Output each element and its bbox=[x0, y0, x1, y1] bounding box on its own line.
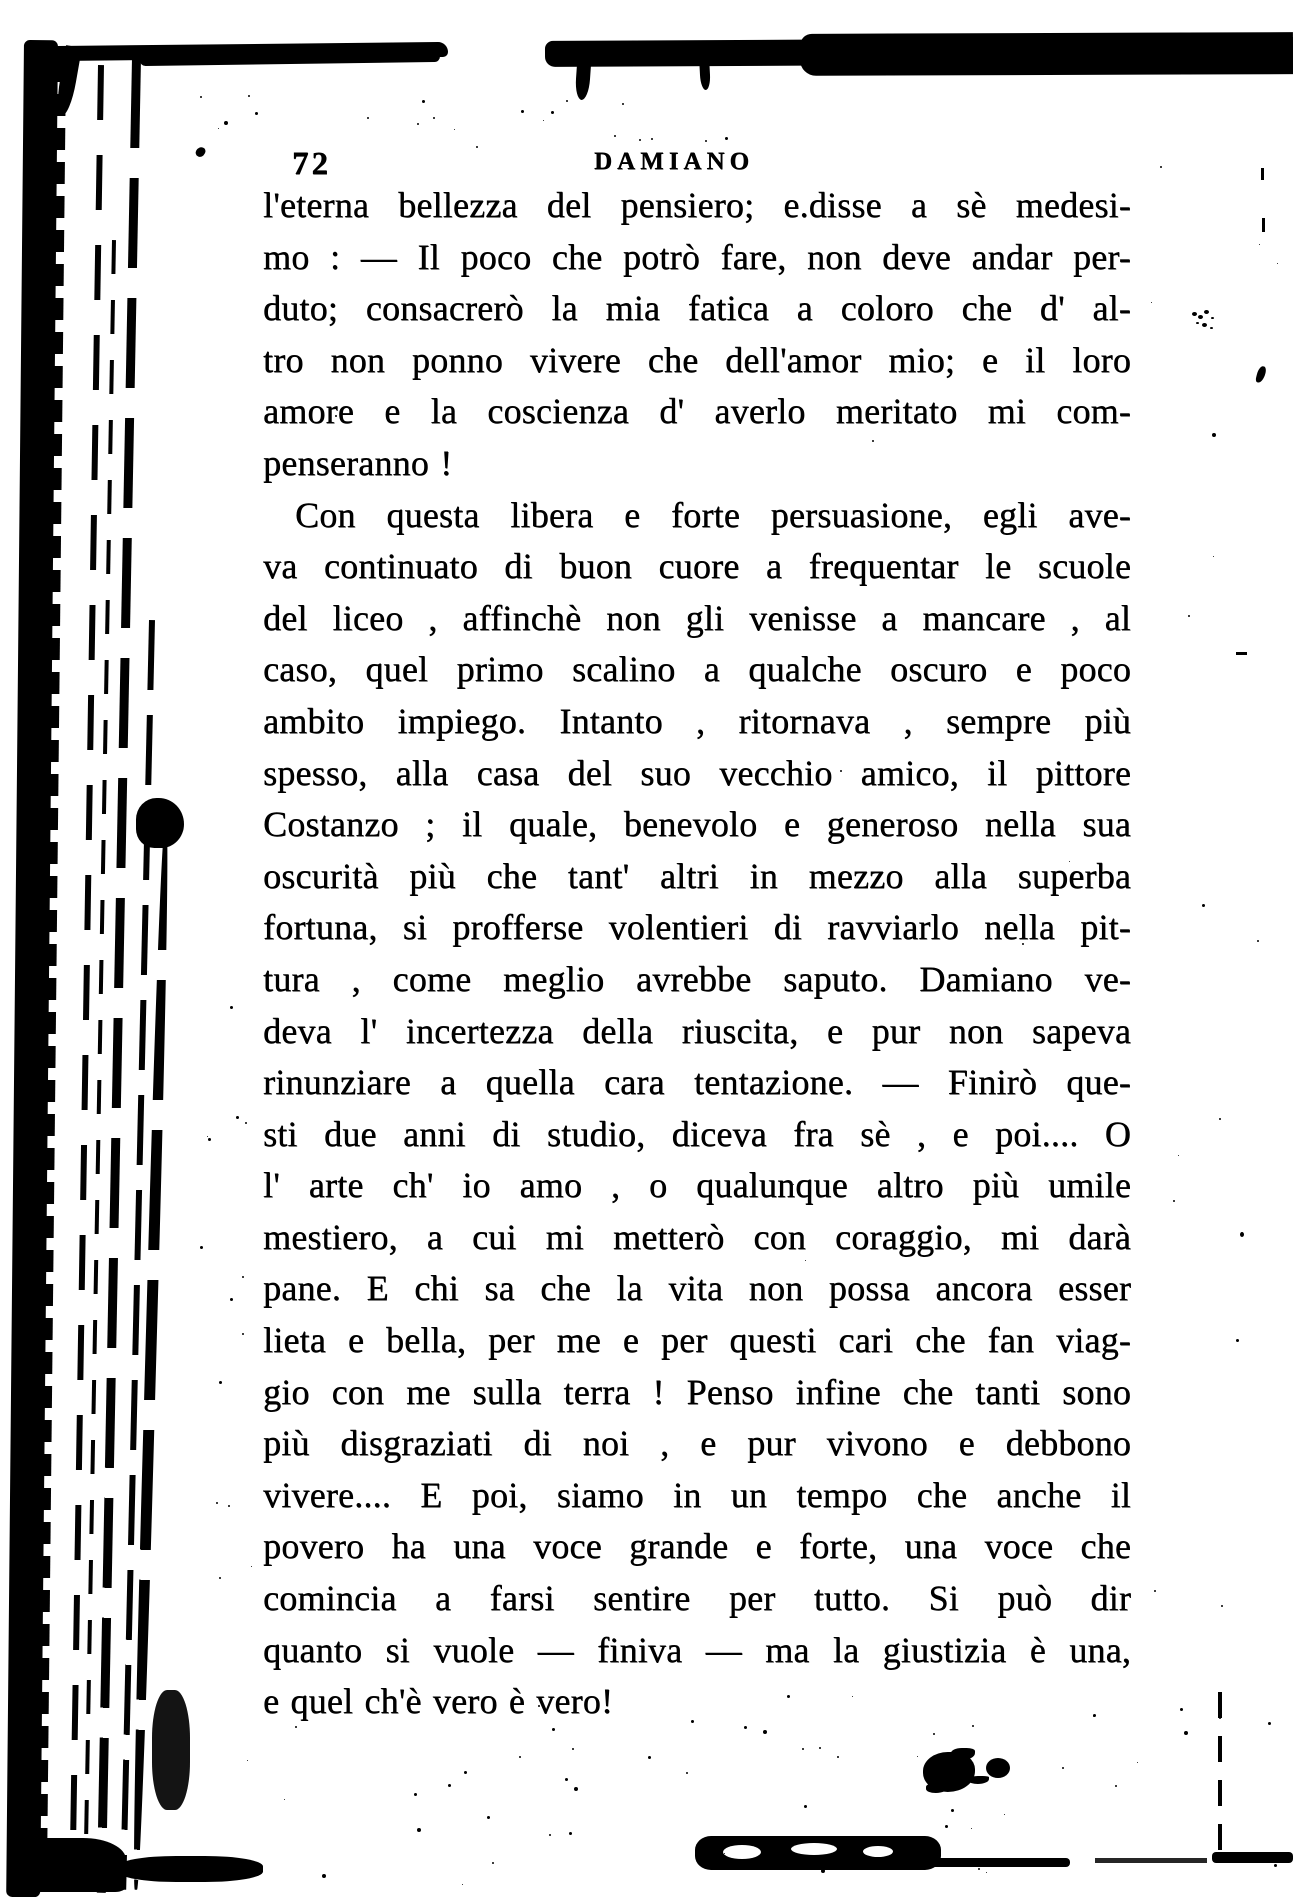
noise-speck bbox=[551, 111, 554, 114]
noise-speck bbox=[1274, 1864, 1277, 1867]
text-line: vivere.... E poi, siamo in un tempo che anche il bbox=[263, 1474, 1131, 1515]
noise-speck bbox=[422, 100, 425, 103]
noise-speck bbox=[207, 1136, 208, 1137]
noise-speck bbox=[433, 117, 435, 119]
scan-artifact-bottom-left-corner bbox=[18, 1838, 126, 1892]
noise-speck bbox=[622, 103, 624, 105]
text-line: l'eterna bellezza del pensiero; e.disse a sè medesi- bbox=[263, 185, 1131, 225]
noise-speck bbox=[574, 1787, 578, 1791]
text-line: del liceo , affinchè non gli venisse a mancare , al bbox=[263, 597, 1131, 638]
noise-speck bbox=[200, 1246, 203, 1249]
text-line: più disgraziati di noi , e pur vivono e debbono bbox=[263, 1423, 1131, 1464]
text-line: mestiero, a cui mi metterò con coraggio, mi darà bbox=[263, 1216, 1131, 1257]
noise-speck bbox=[1178, 1155, 1179, 1156]
noise-speck bbox=[1221, 1605, 1223, 1607]
scan-artifact-bottom-smear bbox=[695, 1836, 941, 1870]
noise-speck bbox=[454, 129, 455, 130]
scan-artifact-margin-speck bbox=[1240, 1232, 1244, 1237]
noise-speck bbox=[367, 117, 369, 119]
running-header: DAMIANO bbox=[594, 148, 754, 175]
noise-speck bbox=[519, 1756, 521, 1758]
noise-speck bbox=[821, 1869, 825, 1873]
noise-speck bbox=[236, 1116, 239, 1119]
text-line: penseranno ! bbox=[263, 442, 453, 483]
scan-artifact-margin-tick bbox=[1262, 218, 1265, 232]
noise-speck bbox=[245, 1122, 247, 1124]
text-line: l' arte ch' io amo , o qualunque altro più umile bbox=[263, 1165, 1131, 1206]
noise-speck bbox=[417, 123, 419, 125]
noise-speck bbox=[873, 1865, 875, 1867]
noise-speck bbox=[208, 1138, 211, 1141]
page-number: 72 bbox=[292, 146, 331, 182]
noise-speck bbox=[1213, 556, 1214, 557]
noise-speck bbox=[543, 120, 544, 121]
text-line: rinunziare a quella cara tentazione. — Finirò que- bbox=[263, 1062, 1131, 1103]
scan-artifact-margin-speck bbox=[224, 121, 228, 125]
noise-speck bbox=[917, 1756, 918, 1757]
text-line: sti due anni di studio, diceva fra sè , e poi.... O bbox=[263, 1113, 1131, 1154]
noise-speck bbox=[228, 1505, 230, 1507]
noise-speck bbox=[1188, 615, 1190, 617]
noise-speck bbox=[1236, 1339, 1239, 1342]
noise-speck bbox=[951, 1809, 954, 1812]
scan-artifact-ink-blob bbox=[923, 1752, 975, 1792]
text-line: fortuna, si profferse volentieri di ravviarlo nella pit- bbox=[263, 907, 1131, 948]
noise-speck bbox=[448, 1784, 451, 1787]
text-line: ambito impiego. Intanto , ritornava , sempre più bbox=[263, 700, 1131, 741]
noise-speck bbox=[1004, 1814, 1005, 1815]
noise-speck bbox=[701, 1856, 704, 1859]
noise-speck bbox=[572, 1748, 574, 1750]
noise-speck bbox=[462, 1884, 463, 1885]
scan-artifact-smear-highlight bbox=[863, 1846, 893, 1857]
noise-speck bbox=[1180, 1708, 1183, 1711]
noise-speck bbox=[705, 140, 707, 142]
noise-speck bbox=[1184, 1731, 1188, 1735]
text-line: comincia a farsi sentire per tutto. Si può dir bbox=[263, 1578, 1131, 1619]
noise-speck bbox=[763, 1730, 767, 1734]
noise-speck bbox=[962, 1751, 963, 1752]
scan-artifact-ink-blob bbox=[986, 1758, 1010, 1778]
noise-speck bbox=[552, 1728, 555, 1731]
noise-speck bbox=[978, 1868, 980, 1870]
noise-speck bbox=[802, 1748, 804, 1750]
text-line: tura , come meglio avrebbe saputo. Damiano ve- bbox=[263, 958, 1131, 999]
noise-speck bbox=[230, 1298, 233, 1301]
noise-speck bbox=[819, 1747, 821, 1749]
text-line: oscurità più che tant' altri in mezzo alla superba bbox=[263, 855, 1131, 896]
noise-speck bbox=[725, 137, 728, 140]
scan-artifact-bottom-right-smear bbox=[1095, 1858, 1207, 1863]
text-line: caso, quel primo scalino a qualche oscuro e poco bbox=[263, 649, 1131, 690]
noise-speck bbox=[1219, 1118, 1221, 1120]
noise-speck bbox=[569, 1832, 572, 1835]
text-line: e quel ch'è vero è vero! bbox=[263, 1681, 614, 1722]
noise-speck bbox=[686, 1772, 688, 1774]
scan-artifact-margin-speck bbox=[1255, 365, 1267, 383]
noise-speck bbox=[1277, 263, 1278, 264]
scan-artifact-binding-blob bbox=[136, 798, 184, 848]
scan-artifact-top-band-right-thick bbox=[800, 32, 1293, 76]
text-line: duto; consacrerò la mia fatica a coloro che d' al- bbox=[263, 288, 1131, 329]
noise-speck bbox=[219, 1381, 222, 1384]
noise-speck bbox=[971, 1828, 972, 1829]
noise-speck bbox=[521, 110, 524, 113]
noise-speck bbox=[549, 1834, 551, 1836]
noise-speck bbox=[782, 1854, 786, 1858]
scan-artifact-margin-tick bbox=[1261, 168, 1264, 180]
noise-speck bbox=[960, 1751, 962, 1753]
noise-speck bbox=[890, 1863, 892, 1865]
text-line: lieta e bella, per me e per questi cari che fan viag- bbox=[263, 1320, 1131, 1361]
text-line: pane. E chi sa che la vita non possa ancora esser bbox=[263, 1268, 1131, 1309]
noise-speck bbox=[702, 1854, 704, 1856]
noise-speck bbox=[1268, 1722, 1271, 1725]
scan-artifact-smear-highlight bbox=[791, 1843, 837, 1855]
scan-artifact-bottom-left-corner bbox=[118, 1856, 263, 1882]
noise-speck bbox=[886, 1859, 888, 1861]
scan-artifact-bottom-right-smear bbox=[1212, 1852, 1293, 1863]
scan-artifact-binding-streak bbox=[97, 58, 141, 1893]
scan-artifact-margin-speck bbox=[1236, 652, 1247, 655]
noise-speck bbox=[566, 100, 568, 102]
noise-speck bbox=[1257, 940, 1259, 942]
scan-artifact-smear-highlight bbox=[723, 1845, 761, 1859]
noise-speck bbox=[933, 1733, 935, 1735]
noise-speck bbox=[1154, 1590, 1156, 1592]
text-line: povero ha una voce grande e forte, una voce che bbox=[263, 1526, 1131, 1567]
noise-speck bbox=[945, 1825, 948, 1828]
scan-artifact-margin-speck bbox=[1212, 433, 1216, 437]
noise-speck bbox=[1173, 1200, 1175, 1202]
text-line: spesso, alla casa del suo vecchio amico, il pittore bbox=[263, 752, 1131, 793]
noise-speck bbox=[804, 1805, 807, 1808]
noise-speck bbox=[724, 1853, 725, 1854]
noise-speck bbox=[492, 1862, 494, 1864]
noise-speck bbox=[1219, 1717, 1221, 1719]
noise-speck bbox=[216, 1502, 218, 1504]
noise-speck bbox=[322, 1874, 326, 1878]
noise-speck bbox=[417, 1828, 421, 1832]
noise-speck bbox=[218, 128, 219, 129]
scan-artifact-bottom-smear-tail bbox=[930, 1858, 1070, 1867]
noise-speck bbox=[1151, 302, 1152, 303]
scan-artifact-margin-smudge bbox=[1192, 312, 1197, 316]
noise-speck bbox=[651, 138, 653, 140]
noise-speck bbox=[248, 95, 250, 97]
scan-artifact-top-band-drip bbox=[575, 58, 592, 101]
scan-artifact-binding-blob bbox=[152, 1690, 190, 1810]
noise-speck bbox=[200, 96, 202, 98]
text-line: mo : — Il poco che potrò fare, non deve andar per- bbox=[263, 236, 1131, 277]
text-line: deva l' incertezza della riuscita, e pur non sapeva bbox=[263, 1010, 1131, 1051]
text-line: Costanzo ; il quale, benevolo e generoso nella sua bbox=[263, 804, 1131, 845]
noise-speck bbox=[614, 135, 616, 137]
text-line: Con questa libera e forte persuasione, egli ave- bbox=[295, 494, 1131, 535]
noise-speck bbox=[837, 1756, 839, 1758]
noise-speck bbox=[476, 146, 478, 148]
noise-speck bbox=[1062, 1767, 1064, 1769]
noise-speck bbox=[648, 1756, 651, 1759]
noise-speck bbox=[1115, 1785, 1117, 1787]
text-line: va continuato di buon cuore a frequentar le scuole bbox=[263, 546, 1131, 587]
noise-speck bbox=[247, 1760, 248, 1761]
noise-speck bbox=[986, 1872, 987, 1873]
noise-speck bbox=[219, 1577, 221, 1579]
noise-speck bbox=[242, 1333, 244, 1335]
noise-speck bbox=[242, 1276, 244, 1278]
noise-speck bbox=[639, 139, 641, 141]
text-block bbox=[263, 180, 1131, 1728]
noise-speck bbox=[565, 1778, 568, 1781]
scan-artifact-top-band-drip bbox=[699, 60, 711, 90]
noise-speck bbox=[464, 1771, 467, 1774]
text-line: quanto si vuole — finiva — ma la giustizia è una, bbox=[263, 1629, 1131, 1670]
text-line: amore e la coscienza d' averlo meritato mi com- bbox=[263, 391, 1131, 432]
text-line: gio con me sulla terra ! Penso infine che tanti sono bbox=[263, 1371, 1131, 1412]
noise-speck bbox=[251, 1566, 252, 1567]
noise-speck bbox=[487, 1816, 490, 1819]
scan-artifact-margin-speck bbox=[194, 146, 206, 159]
noise-speck bbox=[1137, 1762, 1138, 1763]
noise-speck bbox=[255, 112, 258, 115]
noise-speck bbox=[414, 1793, 417, 1796]
noise-speck bbox=[1202, 904, 1205, 907]
noise-speck bbox=[1259, 244, 1260, 245]
noise-speck bbox=[284, 1799, 285, 1800]
text-line: tro non ponno vivere che dell'amor mio; e il loro bbox=[263, 339, 1131, 380]
noise-speck bbox=[230, 1006, 233, 1009]
noise-speck bbox=[1160, 166, 1162, 168]
